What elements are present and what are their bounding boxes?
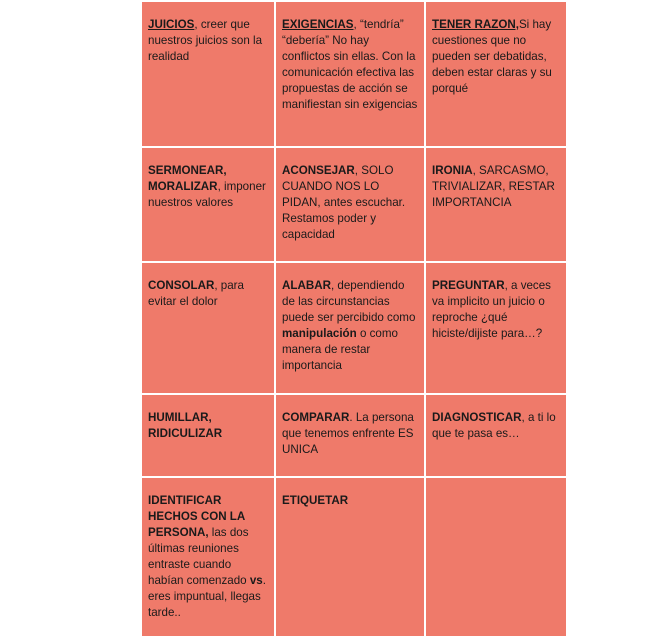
- cell-etiquetar: [275, 477, 425, 637]
- cell-keyword: ALABAR: [282, 279, 331, 292]
- cell-humillar: [141, 394, 275, 477]
- cell-empty: [425, 477, 567, 637]
- cell-keyword: IRONIA: [432, 164, 473, 177]
- table-row: [141, 1, 567, 147]
- cell-text: , a ti lo que te pasa es…: [432, 411, 556, 440]
- cell-keyword: EXIGENCIAS: [282, 18, 354, 31]
- cell-text: , creer que nuestros juicios son la realidad: [148, 18, 263, 63]
- table-row: [141, 147, 567, 262]
- cell-keyword: SERMONEAR, MORALIZAR: [148, 164, 227, 193]
- cell-keyword: IDENTIFICAR HECHOS CON LA PERSONA,: [148, 494, 245, 539]
- cell-text: las dos últimas reuniones entraste cuando habían comenzado: [148, 526, 250, 587]
- cell-consolar: [141, 262, 275, 394]
- cell-text: , a veces va implicito un juicio o reproche ¿qué hiciste/dijiste para…?: [432, 279, 551, 340]
- cell-text: , imponer nuestros valores: [148, 180, 266, 209]
- cell-keyword: COMPARAR: [282, 411, 350, 424]
- cell-aconsejar: [275, 147, 425, 262]
- cell-alabar: [275, 262, 425, 394]
- cell-sermonear: [141, 147, 275, 262]
- cell-text: . eres impuntual, llegas tarde..: [148, 574, 266, 619]
- cell-text: , “tendría” “debería” No hay conflictos sin ellas. Con la comunicación efectiva las propuestas de acción se manifiestan sin exigencias: [282, 18, 418, 111]
- cell-keyword: ACONSEJAR: [282, 164, 355, 177]
- cell-keyword: CONSOLAR: [148, 279, 215, 292]
- cell-keyword: vs: [249, 574, 263, 587]
- cell-keyword: PREGUNTAR: [432, 279, 505, 292]
- communication-blocks-table: [140, 0, 568, 638]
- table-row: [141, 477, 567, 637]
- cell-text: , SARCASMO, TRIVIALIZAR, RESTAR IMPORTANCIA: [432, 164, 555, 209]
- cell-keyword: JUICIOS: [148, 18, 195, 31]
- table-row: [141, 394, 567, 477]
- cell-identificar-hechos: [141, 477, 275, 637]
- cell-exigencias: [275, 1, 425, 147]
- cell-keyword: HUMILLAR, RIDICULIZAR: [148, 411, 223, 440]
- cell-preguntar: [425, 262, 567, 394]
- cell-text: o como manera de restar importancia: [282, 327, 398, 372]
- cell-text: , dependiendo de las circunstancias puede ser percibido como: [282, 279, 416, 324]
- cell-diagnosticar: [425, 394, 567, 477]
- cell-keyword: manipulación: [282, 327, 357, 340]
- cell-text: , para evitar el dolor: [148, 279, 244, 308]
- cell-ironia: [425, 147, 567, 262]
- cell-juicios: [141, 1, 275, 147]
- cell-comparar: [275, 394, 425, 477]
- cell-keyword: DIAGNOSTICAR: [432, 411, 522, 424]
- cell-text: Si hay cuestiones que no pueden ser debatidas, deben estar claras y su porqué: [432, 18, 552, 95]
- cell-text: , SOLO CUANDO NOS LO PIDAN, antes escuchar. Restamos poder y capacidad: [282, 164, 406, 241]
- cell-keyword: TENER RAZON,: [432, 18, 519, 31]
- cell-keyword: ETIQUETAR: [282, 494, 349, 507]
- cell-tener-razon: [425, 1, 567, 147]
- table-row: [141, 262, 567, 394]
- cell-text: . La persona que tenemos enfrente ES UNICA: [282, 411, 414, 456]
